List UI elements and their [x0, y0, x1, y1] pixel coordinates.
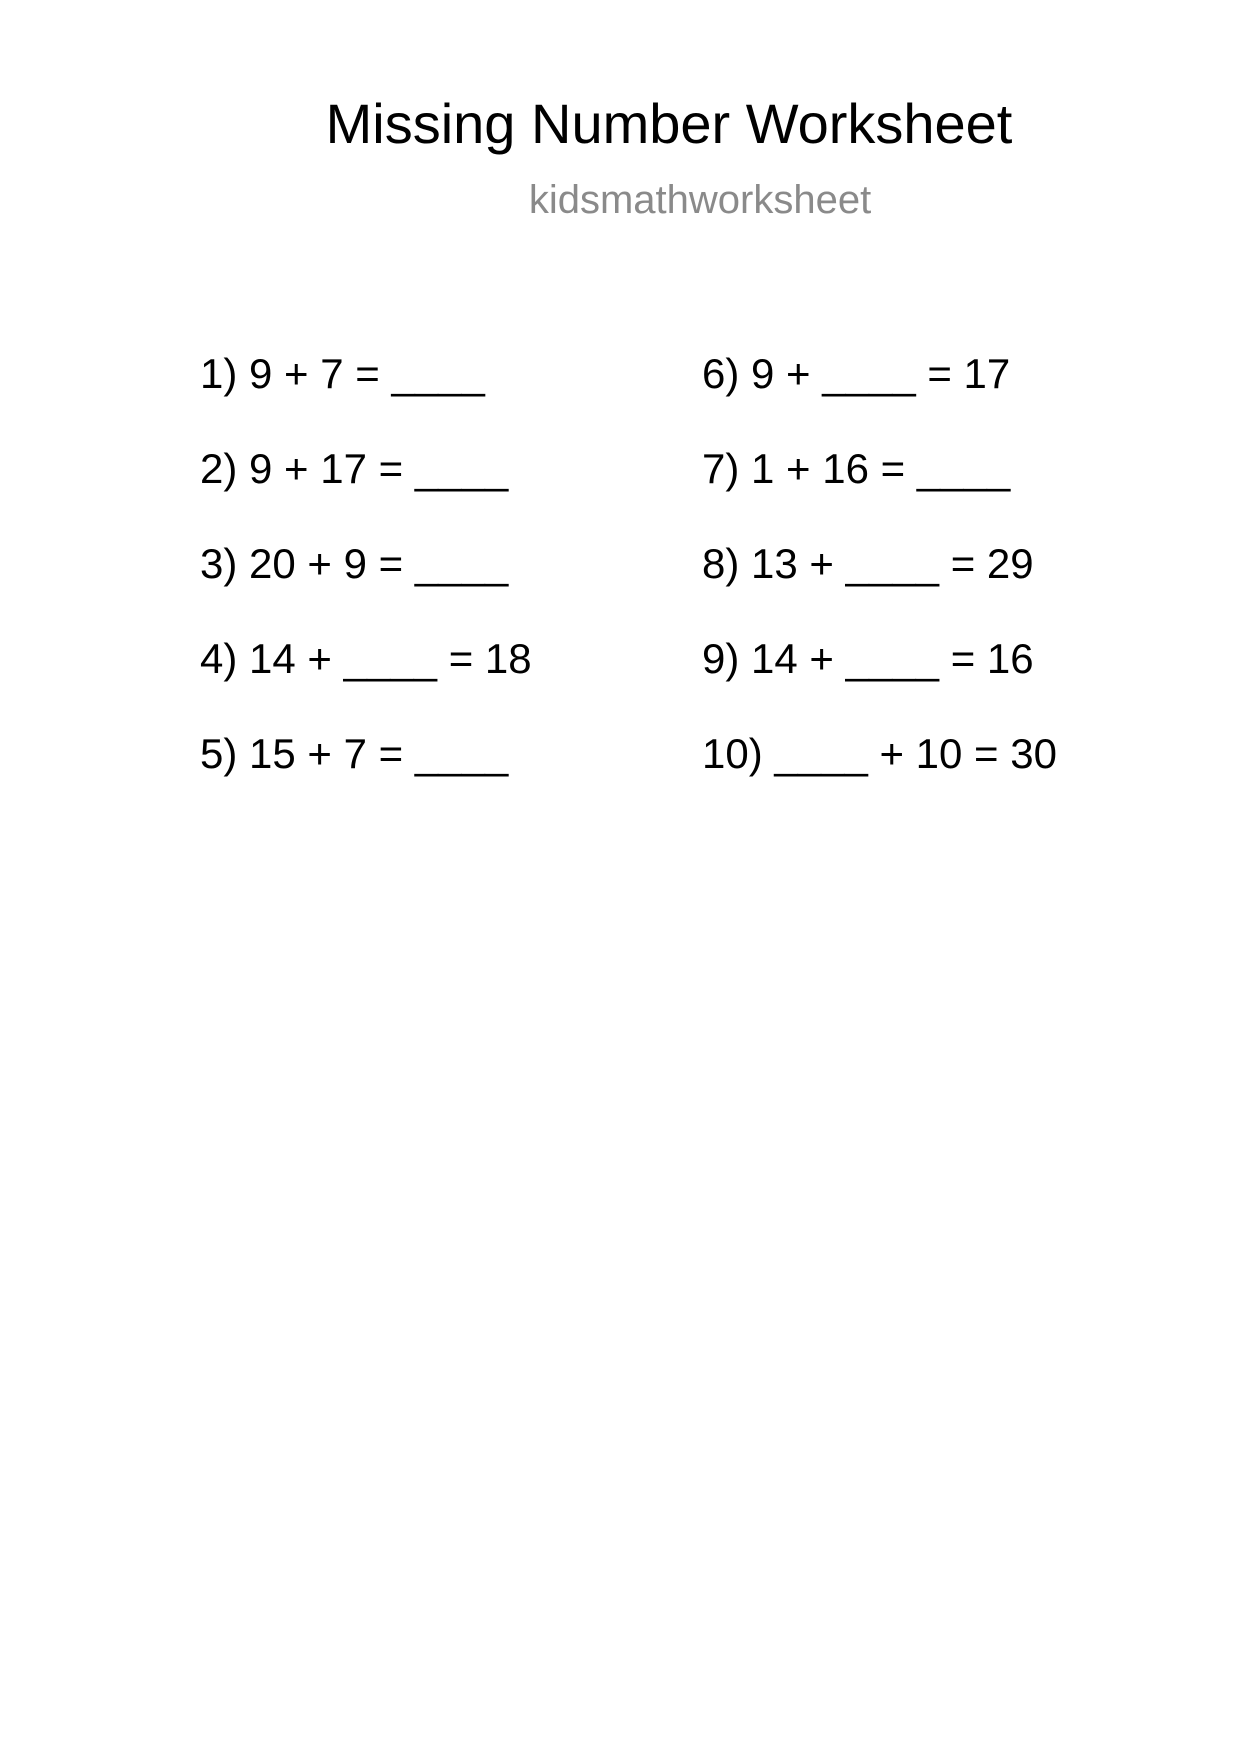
- problem-1: 1) 9 + 7 = ____: [200, 350, 485, 397]
- problem-4: 4) 14 + ____ = 18: [200, 635, 532, 682]
- problem-7: 7) 1 + 16 = ____: [702, 445, 1011, 492]
- problem-5: 5) 15 + 7 = ____: [200, 730, 509, 777]
- worksheet-title: Missing Number Worksheet: [325, 92, 1013, 155]
- problem-8: 8) 13 + ____ = 29: [702, 540, 1034, 587]
- problem-9: 9) 14 + ____ = 16: [702, 635, 1034, 682]
- problem-3: 3) 20 + 9 = ____: [200, 540, 509, 587]
- worksheet-subtitle: kidsmathworksheet: [528, 178, 872, 222]
- problem-2: 2) 9 + 17 = ____: [200, 445, 509, 492]
- problem-6: 6) 9 + ____ = 17: [702, 350, 1011, 397]
- problem-10: 10) ____ + 10 = 30: [702, 730, 1057, 777]
